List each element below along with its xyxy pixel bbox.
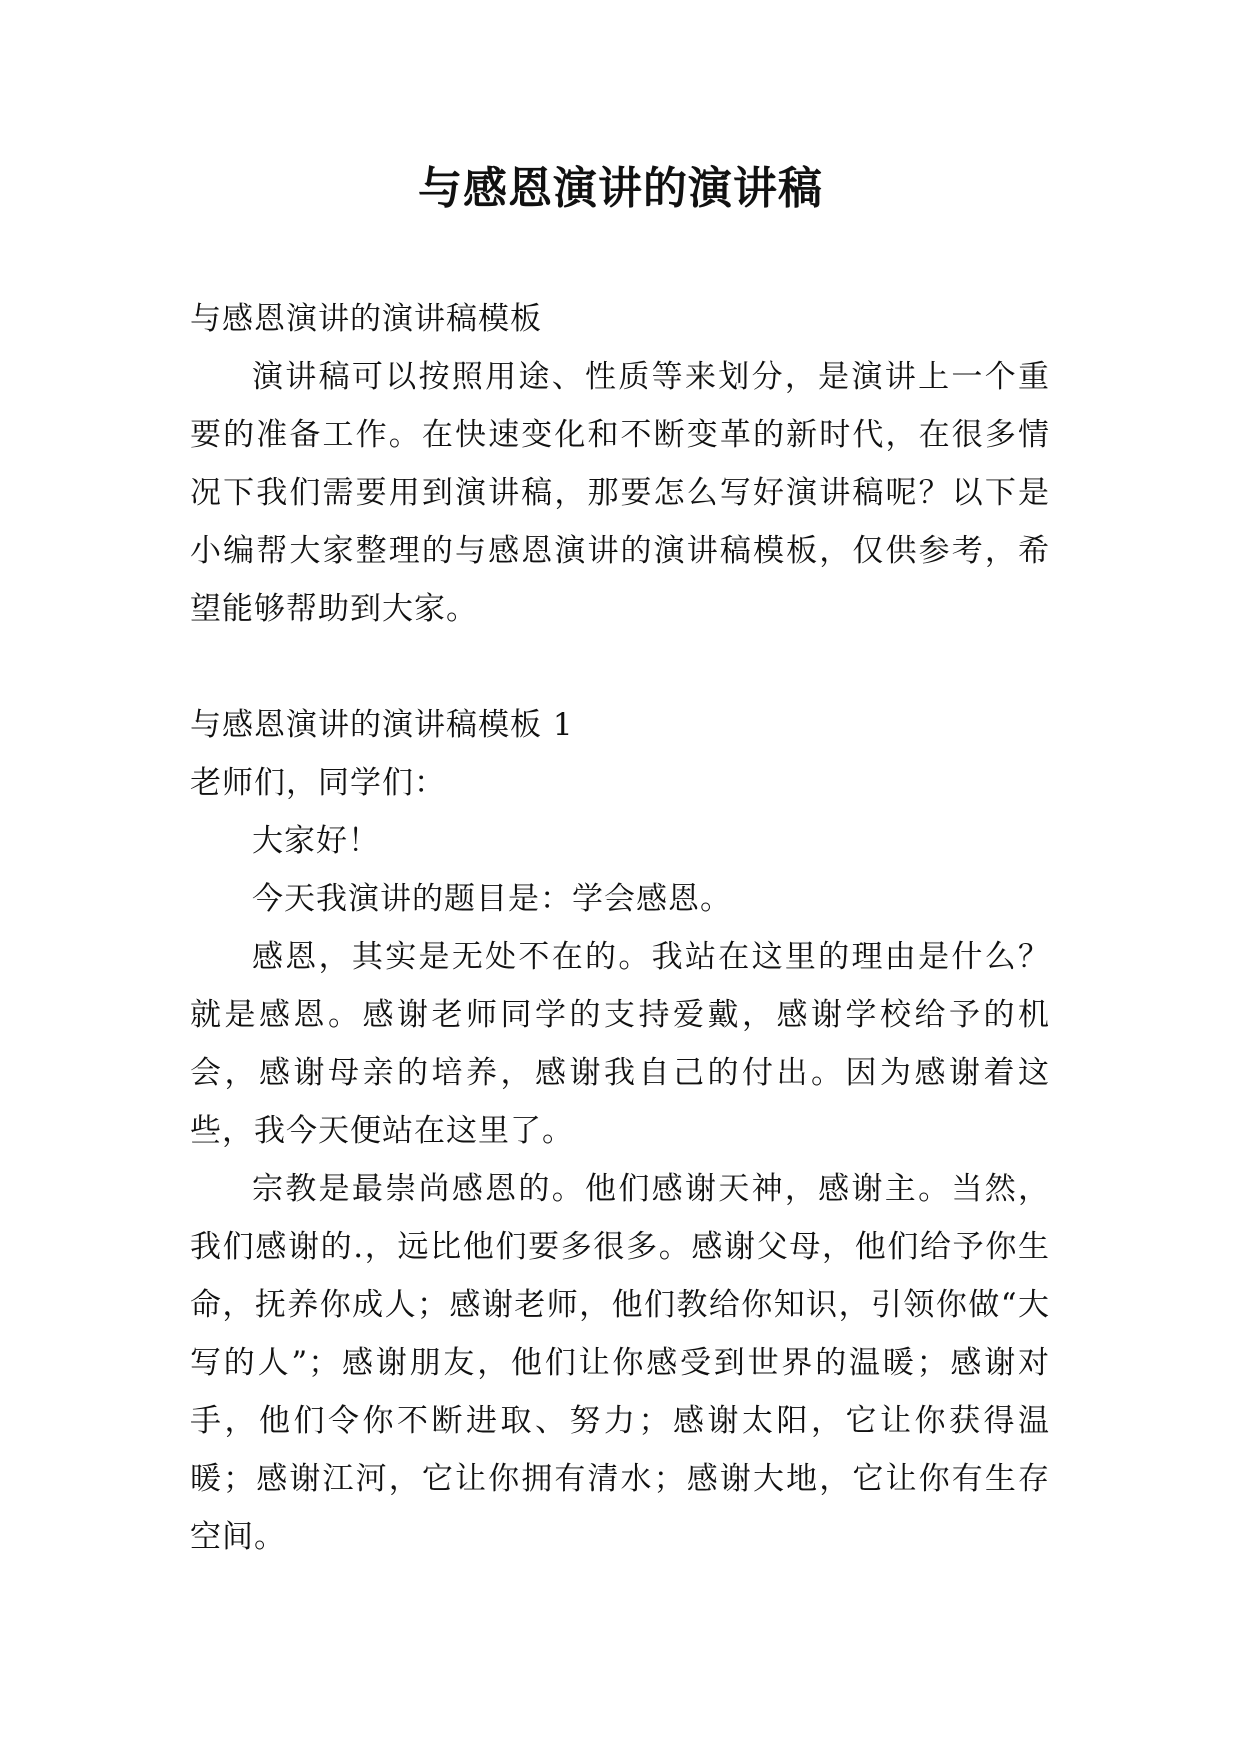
document-subtitle: 与感恩演讲的演讲稿模板 — [190, 301, 542, 337]
section-spacer — [190, 638, 1050, 696]
intro-paragraph: 演讲稿可以按照用途、性质等来划分，是演讲上一个重要的准备工作。在快速变化和不断变革的新时代，在很多情况下我们需要用到演讲稿，那要怎么写好演讲稿呢？以下是小编帮大家整理的与感恩演讲的演讲稿模板，仅供参考，希望能够帮助到大家。 — [190, 359, 1050, 627]
speech-topic: 今天我演讲的题目是：学会感恩。 — [252, 881, 732, 917]
document-title: 与感恩演讲的演讲稿 — [418, 163, 823, 214]
section-heading: 与感恩演讲的演讲稿模板 1 — [190, 707, 574, 743]
greeting: 大家好！ — [252, 823, 380, 859]
body-paragraph-2: 宗教是最崇尚感恩的。他们感谢天神，感谢主。当然，我们感谢的.，远比他们要多很多。感谢父母，他们给予你生命，抚养你成人；感谢老师，他们教给你知识，引领你做“大写的人”；感谢朋友，他们让你感受到世界的温暖；感谢对手，他们令你不断进取、努力；感谢太阳，它让你获得温暖；感谢江河，它让你拥有清水；感谢大地，它让你有生存空间。 — [190, 1171, 1050, 1555]
salutation: 老师们，同学们： — [190, 765, 446, 801]
document-body — [190, 290, 1050, 1566]
body-paragraph-1: 感恩，其实是无处不在的。我站在这里的理由是什么？就是感恩。感谢老师同学的支持爱戴，感谢学校给予的机会，感谢母亲的培养，感谢我自己的付出。因为感谢着这些，我今天便站在这里了。 — [190, 939, 1050, 1149]
